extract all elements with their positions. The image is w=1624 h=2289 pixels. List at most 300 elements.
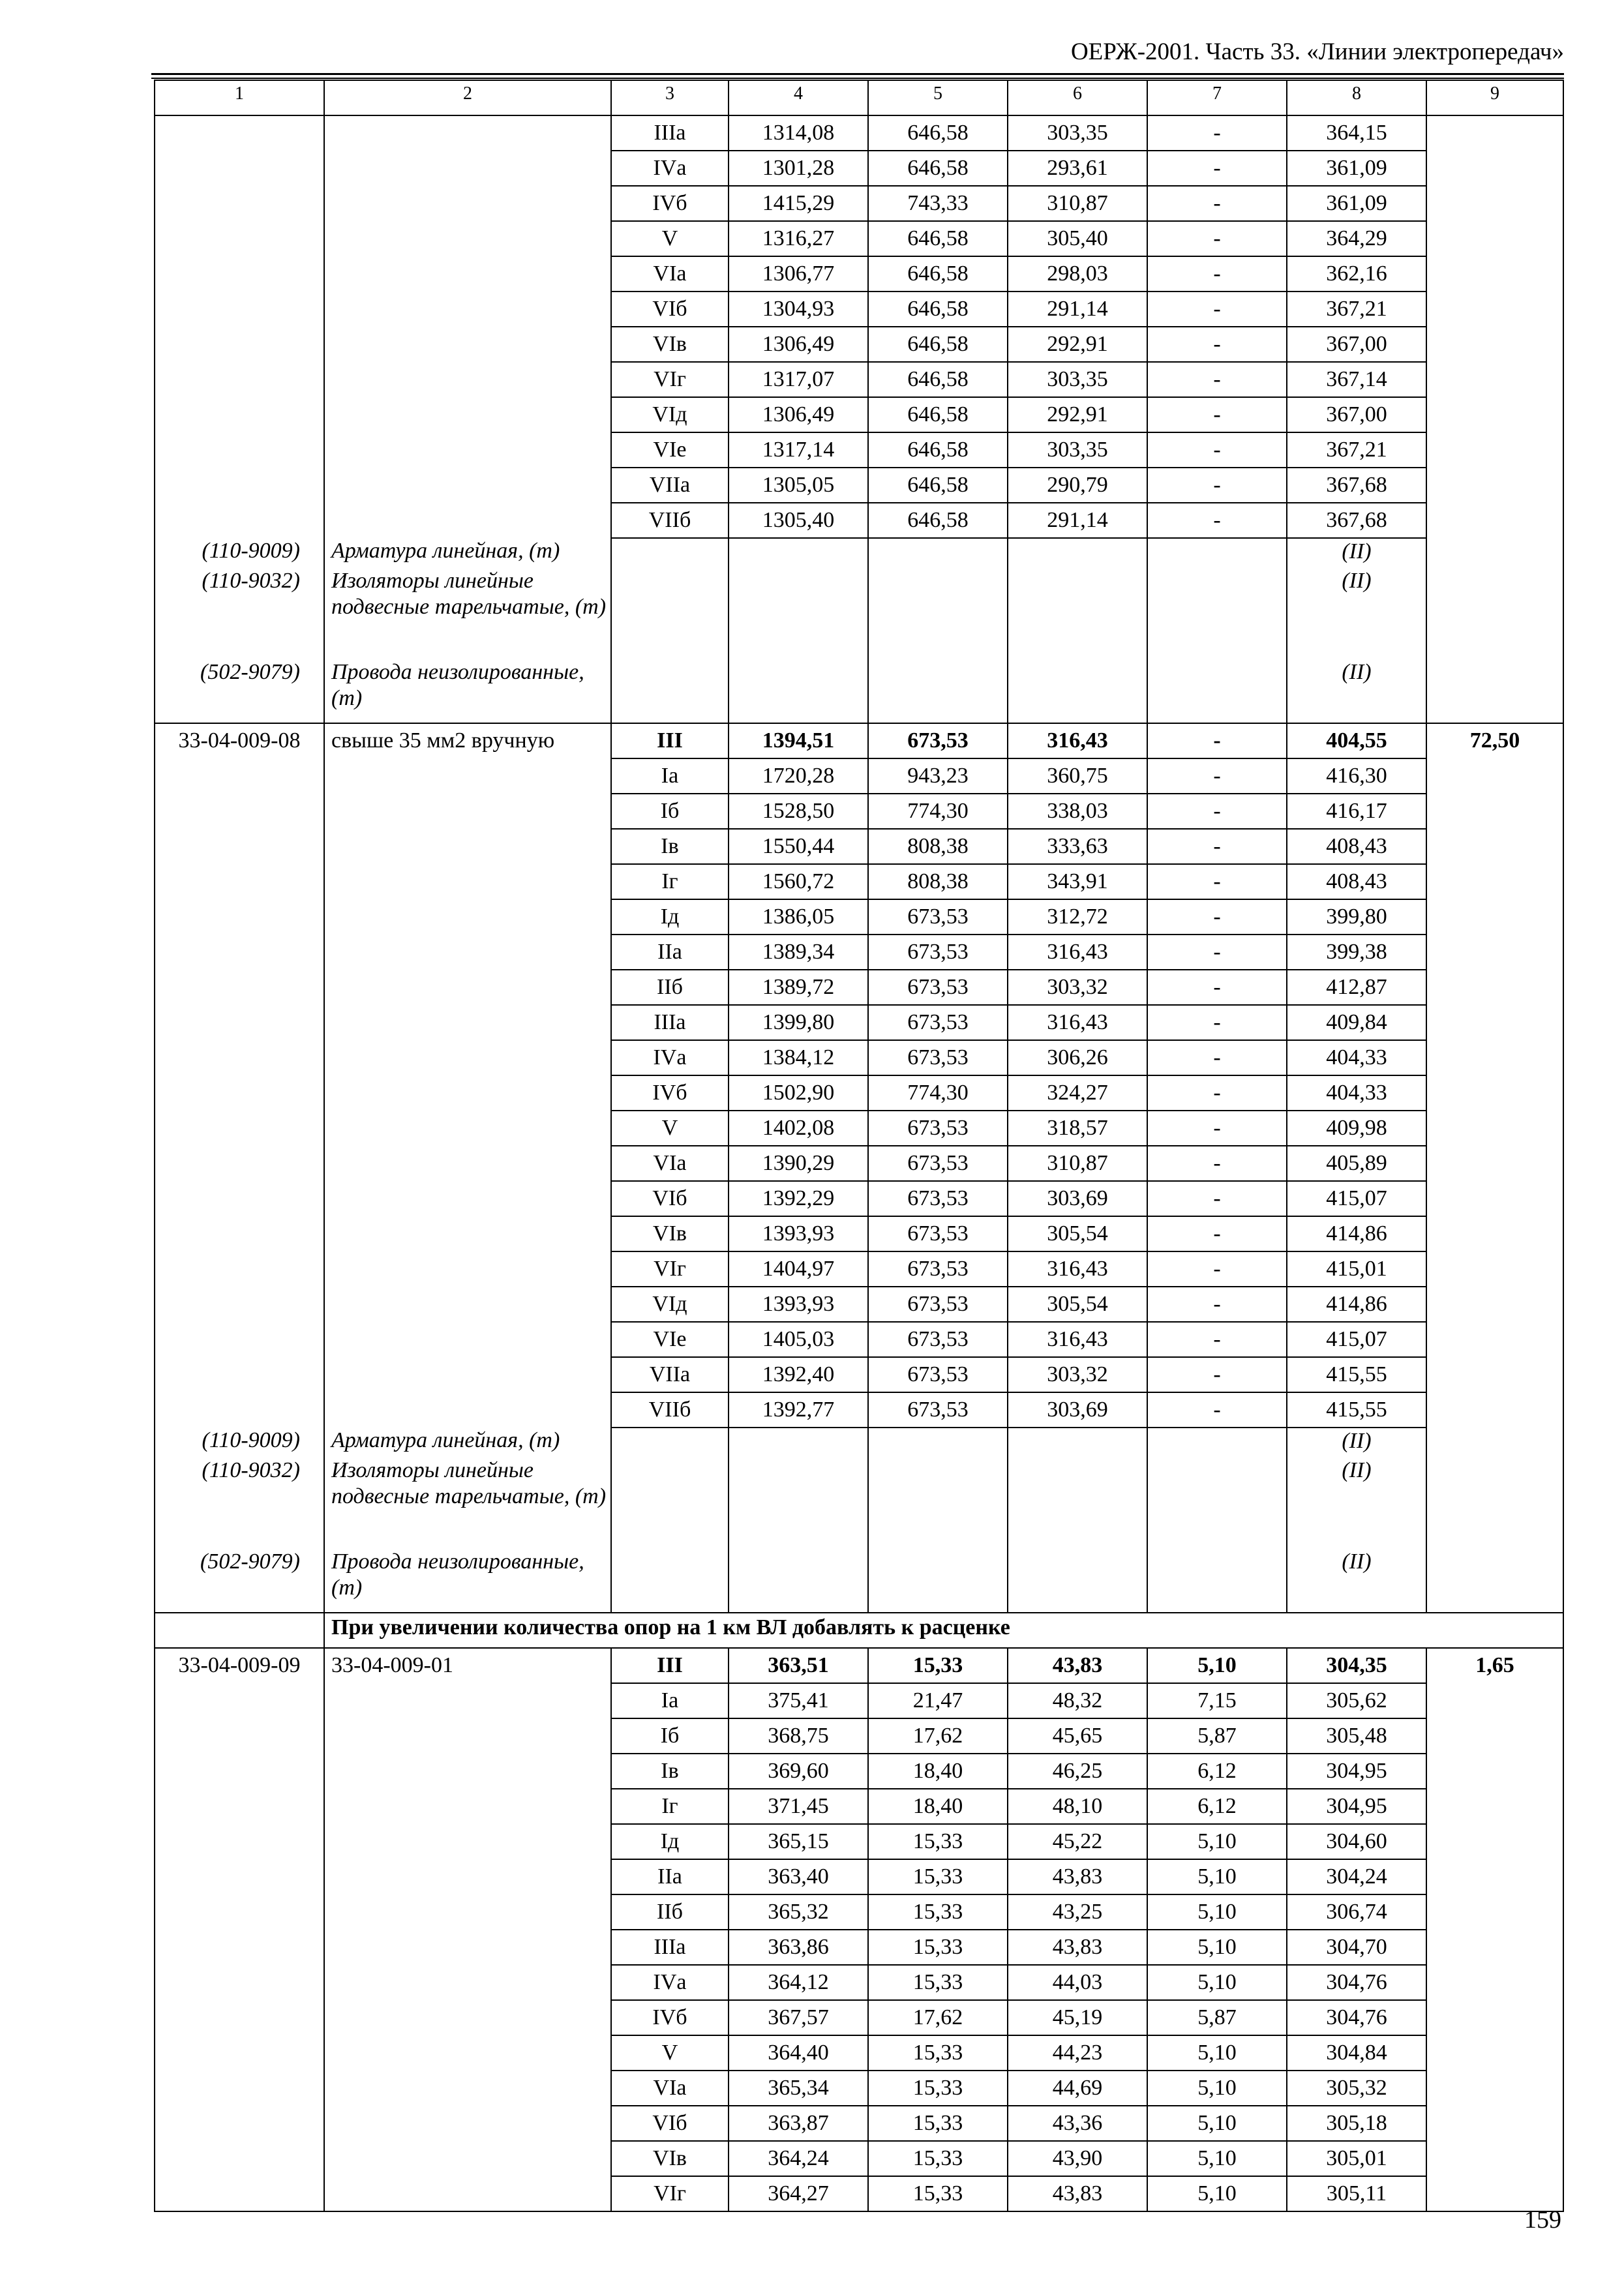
value-cell: 367,57 [729, 2000, 868, 2035]
empty-cell [1426, 2035, 1563, 2071]
value-cell: 15,33 [868, 2035, 1008, 2071]
region-cell: VIIб [611, 503, 729, 538]
empty-cell [155, 1789, 324, 1824]
value-cell: - [1147, 1075, 1287, 1111]
region-cell: VIг [611, 2176, 729, 2211]
region-cell: Iв [611, 829, 729, 864]
empty-cell [324, 1357, 611, 1392]
value-cell: 15,33 [868, 2071, 1008, 2106]
value-cell: 17,62 [868, 1718, 1008, 1754]
material-code: (110-9032) [155, 1458, 324, 1549]
region-cell: Iг [611, 1789, 729, 1824]
empty-cell [155, 186, 324, 221]
table-row [155, 1894, 1563, 1930]
table-row [155, 1824, 1563, 1859]
empty-cell [1008, 538, 1147, 568]
value-cell: 1389,34 [729, 935, 868, 970]
value-cell: 343,91 [1008, 864, 1147, 899]
value-cell: 365,32 [729, 1894, 868, 1930]
empty-cell [1426, 899, 1563, 935]
value-cell: 673,53 [868, 1216, 1008, 1251]
empty-cell [155, 899, 324, 935]
empty-cell [324, 503, 611, 538]
table-row [155, 1005, 1563, 1040]
value-cell: 5,10 [1147, 1824, 1287, 1859]
empty-cell [155, 468, 324, 503]
empty-cell [155, 1683, 324, 1718]
region-cell: IVа [611, 1965, 729, 2000]
region-cell: III [611, 1648, 729, 1683]
value-cell: 646,58 [868, 221, 1008, 256]
value-cell: 673,53 [868, 1392, 1008, 1428]
value-cell: 405,89 [1287, 1146, 1426, 1181]
table-row [155, 1111, 1563, 1146]
empty-cell [324, 327, 611, 362]
empty-cell [155, 1322, 324, 1357]
value-cell: 304,95 [1287, 1754, 1426, 1789]
region-cell: IVа [611, 1040, 729, 1075]
value-cell: 646,58 [868, 327, 1008, 362]
empty-cell [155, 1251, 324, 1287]
empty-cell [1426, 327, 1563, 362]
table-row [155, 256, 1563, 292]
region-cell: IVб [611, 186, 729, 221]
value-cell: 808,38 [868, 829, 1008, 864]
material-row [155, 538, 1563, 568]
table-row [155, 1075, 1563, 1111]
value-cell: - [1147, 362, 1287, 397]
empty-cell [611, 1428, 729, 1458]
table-row [155, 1683, 1563, 1718]
empty-cell [1147, 1428, 1287, 1458]
value-cell: 416,17 [1287, 794, 1426, 829]
empty-cell [1426, 1005, 1563, 1040]
table-row [155, 115, 1563, 151]
empty-cell [1426, 221, 1563, 256]
value-cell: 364,29 [1287, 221, 1426, 256]
value-cell: 943,23 [868, 758, 1008, 794]
value-cell: 673,53 [868, 1005, 1008, 1040]
empty-cell [1426, 1930, 1563, 1965]
value-cell: 6,12 [1147, 1789, 1287, 1824]
value-cell: 1306,49 [729, 327, 868, 362]
region-cell: V [611, 2035, 729, 2071]
value-cell: - [1147, 1146, 1287, 1181]
table-row [155, 935, 1563, 970]
value-cell: 291,14 [1008, 503, 1147, 538]
value-cell: 48,32 [1008, 1683, 1147, 1718]
material-code: (502-9079) [155, 659, 324, 723]
value-cell: 363,86 [729, 1930, 868, 1965]
empty-cell [1426, 1322, 1563, 1357]
value-cell: 338,03 [1008, 794, 1147, 829]
empty-cell [611, 1458, 729, 1549]
table-row [155, 1216, 1563, 1251]
value-cell: 1304,93 [729, 292, 868, 327]
value-cell: 367,00 [1287, 327, 1426, 362]
material-value: (II) [1287, 568, 1426, 659]
region-cell: Iб [611, 1718, 729, 1754]
value-cell: 367,00 [1287, 397, 1426, 432]
empty-cell [324, 1111, 611, 1146]
value-cell: 362,16 [1287, 256, 1426, 292]
region-cell: VIа [611, 2071, 729, 2106]
value-cell: 414,86 [1287, 1287, 1426, 1322]
empty-cell [155, 1754, 324, 1789]
value-cell: - [1147, 899, 1287, 935]
empty-cell [729, 568, 868, 659]
value-cell: 368,75 [729, 1718, 868, 1754]
value-cell: 375,41 [729, 1683, 868, 1718]
empty-cell [155, 1392, 324, 1428]
empty-cell [324, 970, 611, 1005]
region-cell: Iа [611, 1683, 729, 1718]
value-cell: 361,09 [1287, 186, 1426, 221]
value-cell: - [1147, 151, 1287, 186]
value-cell: 15,33 [868, 1894, 1008, 1930]
value-cell: 1317,14 [729, 432, 868, 468]
value-cell: 1384,12 [729, 1040, 868, 1075]
empty-cell [324, 1181, 611, 1216]
empty-cell [729, 1428, 868, 1458]
value-cell: - [1147, 468, 1287, 503]
empty-cell [1426, 659, 1563, 723]
value-cell: 43,90 [1008, 2141, 1147, 2176]
value-cell: 305,01 [1287, 2141, 1426, 2176]
empty-cell [155, 2000, 324, 2035]
table-row [155, 397, 1563, 432]
value-cell: 364,27 [729, 2176, 868, 2211]
value-cell: 15,33 [868, 1930, 1008, 1965]
value-cell: 5,10 [1147, 2035, 1287, 2071]
value-cell: 303,35 [1008, 432, 1147, 468]
empty-cell [611, 568, 729, 659]
empty-cell [155, 1718, 324, 1754]
empty-cell [324, 1075, 611, 1111]
value-cell: 646,58 [868, 468, 1008, 503]
value-cell: 1399,80 [729, 1005, 868, 1040]
empty-cell [324, 1146, 611, 1181]
empty-cell [1426, 2141, 1563, 2176]
value-cell: 15,33 [868, 1859, 1008, 1894]
empty-cell [324, 468, 611, 503]
value-cell: 1502,90 [729, 1075, 868, 1111]
value-cell: 48,10 [1008, 1789, 1147, 1824]
value-cell: 43,83 [1008, 2176, 1147, 2211]
material-value: (II) [1287, 1549, 1426, 1613]
value-cell: 303,35 [1008, 362, 1147, 397]
header-rule-thin [151, 78, 1564, 79]
empty-cell [1147, 1549, 1287, 1613]
table-row [155, 899, 1563, 935]
empty-cell [155, 503, 324, 538]
value-cell: - [1147, 1322, 1287, 1357]
region-cell: IIа [611, 1859, 729, 1894]
material-row [155, 1428, 1563, 1458]
empty-cell [324, 1392, 611, 1428]
material-value: (II) [1287, 538, 1426, 568]
value-cell: 305,62 [1287, 1683, 1426, 1718]
value-cell: 45,19 [1008, 2000, 1147, 2035]
table-row [155, 2141, 1563, 2176]
empty-cell [1426, 362, 1563, 397]
empty-cell [1426, 1859, 1563, 1894]
table-row [155, 1040, 1563, 1075]
value-cell: - [1147, 221, 1287, 256]
empty-cell [1008, 1458, 1147, 1549]
empty-cell [155, 292, 324, 327]
value-cell: 15,33 [868, 2176, 1008, 2211]
value-cell: 43,36 [1008, 2106, 1147, 2141]
empty-cell [155, 2106, 324, 2141]
material-row [155, 1458, 1563, 1549]
value-cell: - [1147, 1392, 1287, 1428]
value-cell: 1720,28 [729, 758, 868, 794]
empty-cell [324, 794, 611, 829]
col9-value: 1,65 [1426, 1648, 1563, 1683]
region-cell: IVб [611, 2000, 729, 2035]
value-cell: 18,40 [868, 1789, 1008, 1824]
empty-cell [155, 970, 324, 1005]
empty-cell [324, 186, 611, 221]
value-cell: 333,63 [1008, 829, 1147, 864]
empty-cell [1426, 794, 1563, 829]
value-cell: 808,38 [868, 864, 1008, 899]
value-cell: 292,91 [1008, 327, 1147, 362]
value-cell: 44,23 [1008, 2035, 1147, 2071]
value-cell: 415,07 [1287, 1181, 1426, 1216]
empty-cell [155, 327, 324, 362]
value-cell: - [1147, 186, 1287, 221]
table-row [155, 1965, 1563, 2000]
empty-cell [155, 864, 324, 899]
value-cell: - [1147, 935, 1287, 970]
value-cell: - [1147, 397, 1287, 432]
empty-cell [729, 1549, 868, 1613]
empty-cell [324, 1322, 611, 1357]
empty-cell [1426, 864, 1563, 899]
table-row [155, 221, 1563, 256]
region-cell: VIа [611, 1146, 729, 1181]
empty-cell [155, 1965, 324, 2000]
empty-cell [1426, 397, 1563, 432]
table-row [155, 468, 1563, 503]
region-cell: Iд [611, 899, 729, 935]
empty-cell [1426, 538, 1563, 568]
value-cell: 415,07 [1287, 1322, 1426, 1357]
empty-cell [324, 1824, 611, 1859]
value-cell: - [1147, 1181, 1287, 1216]
empty-cell [155, 1357, 324, 1392]
table-row [155, 970, 1563, 1005]
value-cell: 371,45 [729, 1789, 868, 1824]
empty-cell [1426, 1392, 1563, 1428]
value-cell: 303,69 [1008, 1181, 1147, 1216]
region-cell: VIIа [611, 1357, 729, 1392]
empty-cell [1426, 1216, 1563, 1251]
empty-cell [324, 2106, 611, 2141]
value-cell: 367,14 [1287, 362, 1426, 397]
empty-cell [324, 1683, 611, 1718]
value-cell: 290,79 [1008, 468, 1147, 503]
empty-cell [1426, 1458, 1563, 1549]
region-cell: Iд [611, 1824, 729, 1859]
value-cell: 5,10 [1147, 2141, 1287, 2176]
value-cell: 1305,40 [729, 503, 868, 538]
value-cell: 646,58 [868, 503, 1008, 538]
empty-cell [324, 1718, 611, 1754]
value-cell: 1392,29 [729, 1181, 868, 1216]
table-row [155, 1789, 1563, 1824]
empty-cell [1426, 2106, 1563, 2141]
region-cell: Iв [611, 1754, 729, 1789]
empty-cell [729, 538, 868, 568]
region-cell: III [611, 723, 729, 758]
region-cell: VIг [611, 1251, 729, 1287]
table-row [155, 758, 1563, 794]
empty-cell [324, 1216, 611, 1251]
region-cell: VIе [611, 432, 729, 468]
value-cell: 367,21 [1287, 292, 1426, 327]
value-cell: - [1147, 115, 1287, 151]
empty-cell [155, 1181, 324, 1216]
value-cell: 404,55 [1287, 723, 1426, 758]
value-cell: 1528,50 [729, 794, 868, 829]
empty-cell [324, 432, 611, 468]
material-code: (502-9079) [155, 1549, 324, 1613]
material-code: (110-9009) [155, 538, 324, 568]
empty-cell [155, 1111, 324, 1146]
value-cell: 17,62 [868, 2000, 1008, 2035]
empty-cell [155, 1613, 324, 1648]
empty-cell [324, 829, 611, 864]
value-cell: 1305,05 [729, 468, 868, 503]
value-cell: 416,30 [1287, 758, 1426, 794]
empty-cell [868, 659, 1008, 723]
value-cell: 673,53 [868, 1357, 1008, 1392]
empty-cell [324, 1894, 611, 1930]
empty-cell [1426, 186, 1563, 221]
empty-cell [611, 1549, 729, 1613]
value-cell: - [1147, 864, 1287, 899]
value-cell: 316,43 [1008, 935, 1147, 970]
empty-cell [1426, 1428, 1563, 1458]
empty-cell [155, 1216, 324, 1251]
value-cell: 15,33 [868, 1824, 1008, 1859]
empty-cell [155, 221, 324, 256]
value-cell: 646,58 [868, 151, 1008, 186]
empty-cell [611, 538, 729, 568]
value-cell: 304,35 [1287, 1648, 1426, 1683]
empty-cell [155, 2141, 324, 2176]
empty-cell [1426, 1075, 1563, 1111]
empty-cell [1426, 829, 1563, 864]
region-cell: VIг [611, 362, 729, 397]
empty-cell [729, 1458, 868, 1549]
region-cell: VIе [611, 1322, 729, 1357]
value-cell: 44,03 [1008, 1965, 1147, 2000]
empty-cell [324, 1287, 611, 1322]
table-row [155, 1251, 1563, 1287]
table-row [155, 432, 1563, 468]
empty-cell [324, 1754, 611, 1789]
value-cell: 305,48 [1287, 1718, 1426, 1754]
material-name: Изоляторы линейные подвесные тарельчатые, (т) [324, 1458, 611, 1549]
table-row [155, 151, 1563, 186]
value-cell: 673,53 [868, 1322, 1008, 1357]
empty-cell [324, 899, 611, 935]
value-cell: 1390,29 [729, 1146, 868, 1181]
value-cell: 306,26 [1008, 1040, 1147, 1075]
value-cell: 303,69 [1008, 1392, 1147, 1428]
value-cell: 43,83 [1008, 1930, 1147, 1965]
value-cell: 15,33 [868, 1965, 1008, 2000]
region-cell: VIд [611, 397, 729, 432]
value-cell: 324,27 [1008, 1075, 1147, 1111]
value-cell: - [1147, 292, 1287, 327]
value-cell: 5,10 [1147, 1859, 1287, 1894]
value-cell: 304,24 [1287, 1859, 1426, 1894]
table-row [155, 186, 1563, 221]
value-cell: 774,30 [868, 794, 1008, 829]
empty-cell [324, 2071, 611, 2106]
table-row [155, 829, 1563, 864]
empty-cell [324, 2000, 611, 2035]
region-cell: IIа [611, 935, 729, 970]
value-cell: 318,57 [1008, 1111, 1147, 1146]
table-row [155, 292, 1563, 327]
value-cell: 5,87 [1147, 2000, 1287, 2035]
empty-cell [155, 1930, 324, 1965]
value-cell: 646,58 [868, 256, 1008, 292]
empty-cell [868, 568, 1008, 659]
column-number: 8 [1287, 80, 1426, 115]
value-cell: 304,95 [1287, 1789, 1426, 1824]
value-cell: - [1147, 829, 1287, 864]
empty-cell [1147, 659, 1287, 723]
empty-cell [1426, 2071, 1563, 2106]
empty-cell [1426, 256, 1563, 292]
value-cell: 673,53 [868, 1181, 1008, 1216]
value-cell: - [1147, 1005, 1287, 1040]
value-cell: 414,86 [1287, 1216, 1426, 1251]
value-cell: 6,12 [1147, 1754, 1287, 1789]
empty-cell [155, 1075, 324, 1111]
page-number: 159 [1524, 2206, 1561, 2234]
value-cell: 5,87 [1147, 1718, 1287, 1754]
table-row [155, 2035, 1563, 2071]
value-cell: 1389,72 [729, 970, 868, 1005]
value-cell: 1405,03 [729, 1322, 868, 1357]
value-cell: 1317,07 [729, 362, 868, 397]
rate-description: 33-04-009-01 [324, 1648, 611, 1683]
value-cell: 304,76 [1287, 1965, 1426, 2000]
empty-cell [1426, 1251, 1563, 1287]
value-cell: - [1147, 1287, 1287, 1322]
value-cell: 46,25 [1008, 1754, 1147, 1789]
empty-cell [1426, 1894, 1563, 1930]
value-cell: 5,10 [1147, 1648, 1287, 1683]
table-row [155, 362, 1563, 397]
value-cell: 646,58 [868, 362, 1008, 397]
value-cell: 5,10 [1147, 2106, 1287, 2141]
table-row [155, 1357, 1563, 1392]
empty-cell [1008, 1549, 1147, 1613]
value-cell: 1402,08 [729, 1111, 868, 1146]
empty-cell [155, 151, 324, 186]
empty-cell [1426, 1718, 1563, 1754]
region-cell: VIIб [611, 1392, 729, 1428]
